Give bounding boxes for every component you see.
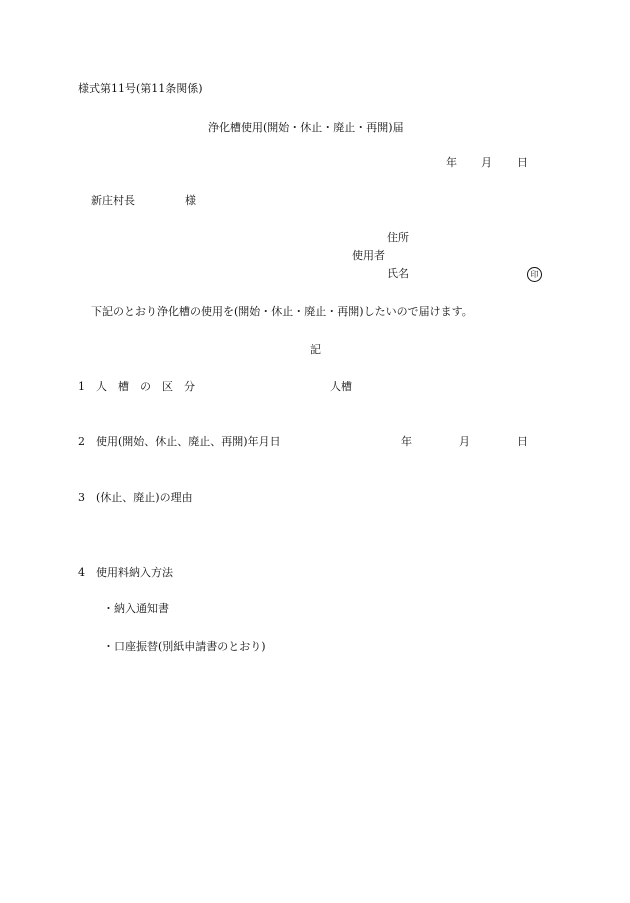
address-label: 住所 — [387, 231, 409, 244]
addressee-name: 新庄村長 — [91, 194, 135, 207]
item-1-value: 人槽 — [330, 380, 352, 393]
payment-option-transfer: ・口座振替(別紙申請書のとおり) — [103, 640, 266, 653]
payment-option-notice: ・納入通知書 — [103, 602, 169, 615]
ki-heading: 記 — [310, 343, 321, 356]
item-1-number: 1 — [78, 380, 85, 393]
applicant-role-label: 使用者 — [352, 249, 385, 262]
item-4-label: 使用料納入方法 — [96, 566, 173, 579]
seal-mark: 印 — [527, 267, 542, 282]
name-label: 氏名 — [387, 267, 409, 280]
addressee-honorific: 様 — [185, 194, 196, 207]
item-3-label: (休止、廃止)の理由 — [96, 491, 193, 504]
item-2-day: 日 — [517, 435, 528, 448]
statement: 下記のとおり浄化槽の使用を(開始・休止・廃止・再開)したいので届けます。 — [91, 305, 473, 318]
form-title: 浄化槽使用(開始・休止・廃止・再開)届 — [208, 121, 404, 134]
date-year: 年 — [446, 156, 457, 169]
item-2-year: 年 — [401, 435, 412, 448]
date-day: 日 — [517, 156, 528, 169]
item-2-number: 2 — [78, 435, 85, 448]
item-2-label: 使用(開始、休止、廃止、再開)年月日 — [96, 435, 281, 448]
form-number: 様式第11号(第11条関係) — [78, 82, 203, 95]
item-2-month: 月 — [459, 435, 470, 448]
item-1-label: 人 槽 の 区 分 — [96, 380, 195, 393]
item-3-number: 3 — [78, 491, 85, 504]
item-4-number: 4 — [78, 566, 85, 579]
date-month: 月 — [481, 156, 492, 169]
